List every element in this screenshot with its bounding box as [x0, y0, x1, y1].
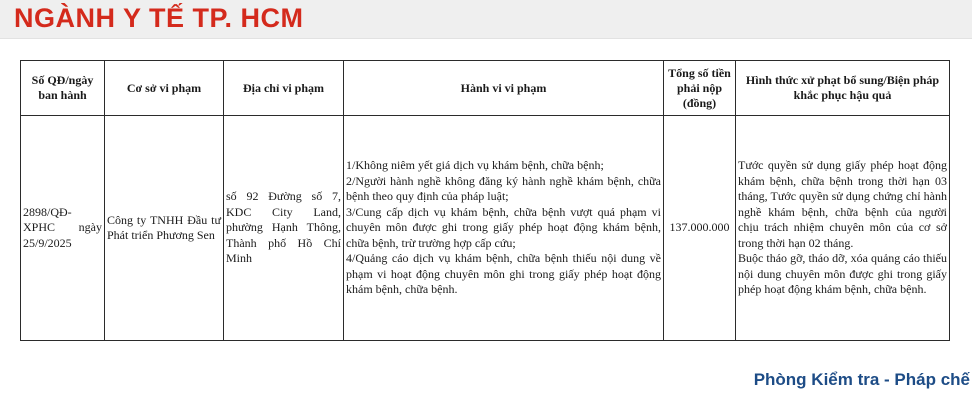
issuing-unit: Phòng Kiểm tra - Pháp chế [753, 370, 970, 389]
decision-cell: 2898/QĐ-XPHC ngày 25/9/2025 [21, 116, 105, 341]
violation-item: 2/Người hành nghề không đăng ký hành nghề khám bệnh, chữa bệnh theo quy định của pháp luật; [346, 173, 661, 204]
penalty-item: Tước quyền sử dụng giấy phép hoạt động khám bệnh, chữa bệnh trong thời hạn 03 tháng, Tước quyền sử dụng chứng chỉ hành nghề khám bệnh, chữa bệnh của người chịu trách nhiệm chuyên môn của cơ sở trong thời hạn 02 tháng. [738, 158, 947, 250]
violations-table [20, 60, 950, 341]
violation-item: 3/Cung cấp dịch vụ khám bệnh, chữa bệnh vượt quá phạm vi chuyên môn được ghi trong giấy phép hoạt động khám bệnh, chữa bệnh, trừ trường hợp cấp cứu; [346, 204, 661, 250]
page-title: NGÀNH Y TẾ TP. HCM [14, 3, 304, 33]
facility-cell: Công ty TNHH Đầu tư Phát triển Phương Sen [105, 116, 224, 341]
column-header-address: Địa chỉ vi phạm [224, 61, 344, 116]
table-row [21, 116, 950, 341]
address-cell: số 92 Đường số 7, KDC City Land, phường Hạnh Thông, Thành phố Hồ Chí Minh [224, 116, 344, 341]
penalty-item: Buộc tháo gỡ, tháo dỡ, xóa quảng cáo thiếu nội dung chuyên môn được ghi trong giấy phép hoạt động khám bệnh, chữa bệnh. [738, 251, 947, 297]
column-header-penalties: Hình thức xử phạt bổ sung/Biện pháp khắc phục hậu quả [736, 61, 950, 116]
violations-cell [344, 116, 664, 341]
column-header-facility: Cơ sở vi phạm [105, 61, 224, 116]
header-band [0, 0, 972, 39]
violation-item: 4/Quảng cáo dịch vụ khám bệnh, chữa bệnh thiếu nội dung về phạm vi hoạt động chuyên môn ghi trong giấy phép hoạt động khám bệnh, chữa bệnh. [346, 251, 661, 297]
amount-cell: 137.000.000 [664, 116, 736, 341]
penalties-cell [736, 116, 950, 341]
violation-item: 1/Không niêm yết giá dịch vụ khám bệnh, chữa bệnh; [346, 158, 604, 173]
table-header-row [21, 61, 950, 116]
column-header-violations: Hành vi vi phạm [344, 61, 664, 116]
column-header-decision: Số QĐ/ngày ban hành [21, 61, 105, 116]
column-header-amount: Tổng số tiền phải nộp (đồng) [664, 61, 736, 116]
